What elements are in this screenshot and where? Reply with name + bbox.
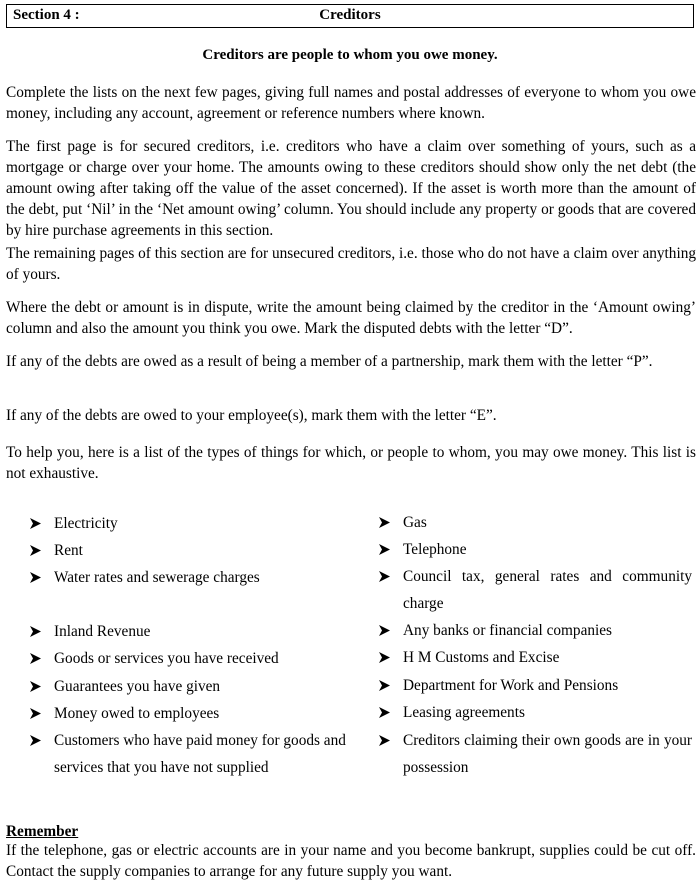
arrow-bullet-icon [378, 536, 392, 563]
paragraph-disputed-debts: Where the debt or amount is in dispute, write the amount being claimed by the creditor in the ‘Amount owing’ column and also the amount you think you owe. Mark the disputed debts with the letter “D”. [6, 299, 696, 337]
remember-text: If the telephone, gas or electric accounts are in your name and you become bankrupt, supplies could be cut off. Contact the supply companies to arrange for any future supply you want. [6, 842, 696, 880]
list-item: Council tax, general rates and community charge [378, 563, 692, 617]
arrow-bullet-icon [29, 510, 43, 537]
list-item: Guarantees you have given [29, 673, 359, 700]
paragraph-partnership: If any of the debts are owed as a result of being a member of a partnership, mark them with the letter “P”. [6, 353, 653, 370]
list-item: Customers who have paid money for goods and services that you have not supplied [29, 727, 359, 781]
arrow-bullet-icon [29, 618, 43, 645]
list-item: Leasing agreements [378, 699, 692, 726]
arrow-bullet-icon [29, 564, 43, 591]
arrow-bullet-icon [378, 563, 392, 590]
arrow-bullet-icon [378, 509, 392, 536]
arrow-bullet-icon [378, 672, 392, 699]
list-item: Inland Revenue [29, 618, 359, 645]
paragraph-unsecured-creditors: The remaining pages of this section are for unsecured creditors, i.e. those who do not have a claim over anything of yours. [6, 245, 696, 283]
arrow-bullet-icon [29, 537, 43, 564]
list-item: Gas [378, 509, 692, 536]
section-header [6, 4, 694, 28]
list-item: H M Customs and Excise [378, 644, 692, 671]
arrow-bullet-icon [378, 644, 392, 671]
arrow-bullet-icon [378, 727, 392, 754]
arrow-bullet-icon [29, 645, 43, 672]
paragraph-employees: If any of the debts are owed to your employee(s), mark them with the letter “E”. [6, 407, 497, 424]
list-item: Money owed to employees [29, 700, 359, 727]
list-item: Department for Work and Pensions [378, 672, 692, 699]
list-item: Goods or services you have received [29, 645, 359, 672]
paragraph-help-list: To help you, here is a list of the types of things for which, or people to whom, you may owe money. This list is not exhaustive. [6, 444, 696, 482]
arrow-bullet-icon [29, 727, 43, 754]
list-item: Electricity [29, 510, 359, 537]
list-item: Telephone [378, 536, 692, 563]
paragraph-secured-creditors: The first page is for secured creditors, i.e. creditors who have a claim over something of yours, such as a mortgage or charge over your home. The amounts owing to these creditors should show only the net debt (the amount owing after taking off the value of the asset concerned). If the asset is worth more than the amount of the debt, put ‘Nil’ in the ‘Net amount owing’ column. You should include any property or goods that are covered by hire purchase agreements in this section. [6, 138, 696, 239]
subheading: Creditors are people to whom you owe money. [202, 47, 498, 63]
list-item: Rent [29, 537, 359, 564]
list-item: Creditors claiming their own goods are in your possession [378, 727, 692, 781]
arrow-bullet-icon [29, 700, 43, 727]
arrow-bullet-icon [378, 699, 392, 726]
section-title: Creditors [319, 7, 381, 23]
arrow-bullet-icon [378, 617, 392, 644]
list-item: Any banks or financial companies [378, 617, 692, 644]
arrow-bullet-icon [29, 673, 43, 700]
paragraph-intro: Complete the lists on the next few pages, giving full names and postal addresses of everyone to whom you owe money, including any account, agreement or reference numbers where known. [6, 84, 696, 122]
list-item: Water rates and sewerage charges [29, 564, 359, 591]
section-number: Section 4 : [13, 7, 80, 23]
remember-heading: Remember [6, 823, 79, 840]
